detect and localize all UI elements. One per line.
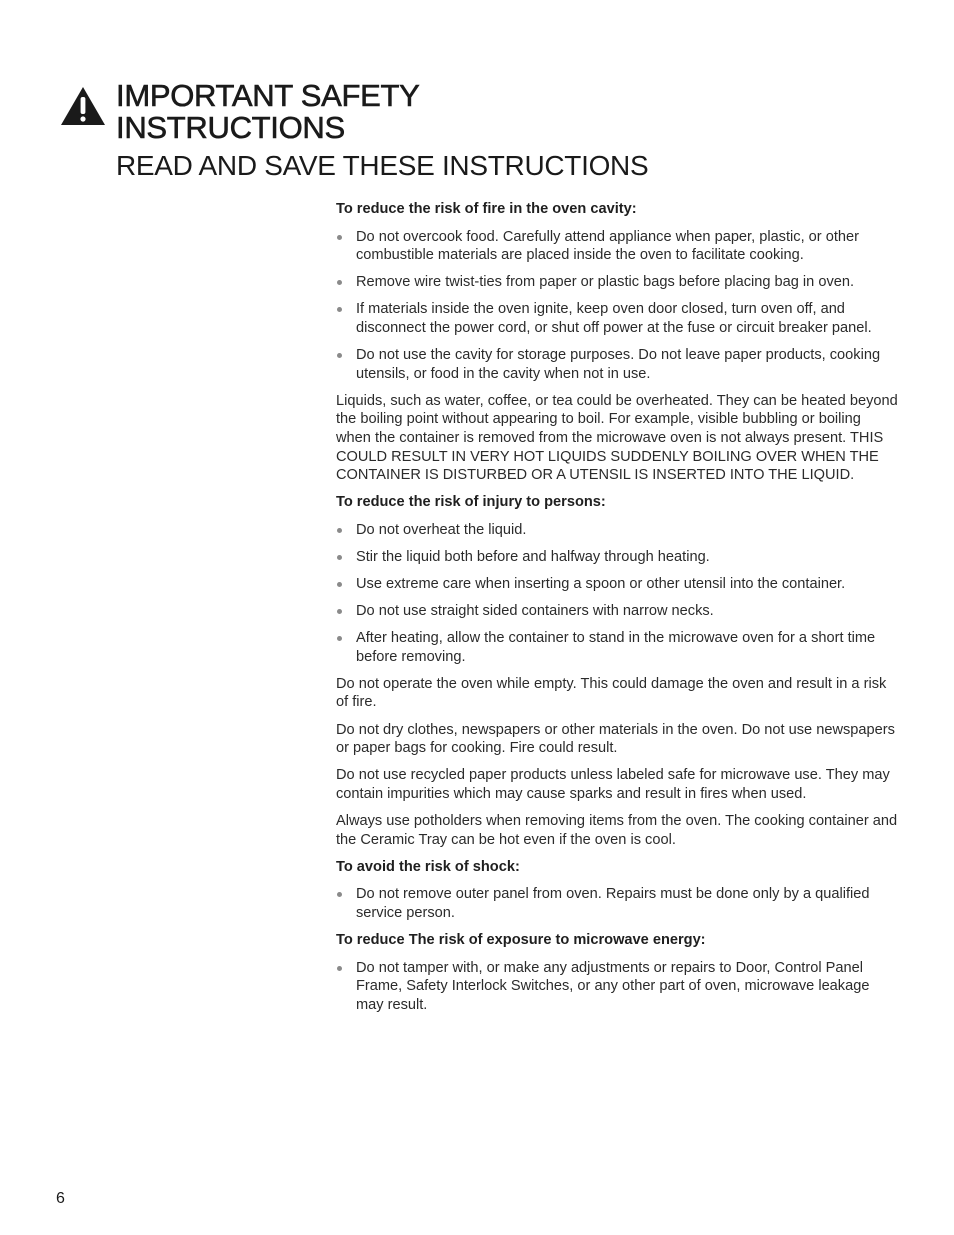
bullet-dot-icon — [337, 555, 342, 560]
section-fire — [336, 200, 898, 485]
bullet-dot-icon — [337, 582, 342, 587]
list-item: Do not remove outer panel from oven. Repairs must be done only by a qualified service person. — [336, 885, 898, 922]
body-paragraph: Liquids, such as water, coffee, or tea could be overheated. They can be heated beyond the boiling point without appearing to boil. For example, visible bubbling or boiling when the container is removed from the microwave oven is not always present. THIS COULD RESULT IN VERY HOT LIQUIDS SUDDENLY BOILING OVER WHEN THE CONTAINER IS DISTURBED OR A UTENSIL IS INSERTED INTO THE LIQUID. — [336, 392, 898, 484]
section-microwave-exposure — [336, 931, 898, 1014]
instructions-content — [336, 200, 898, 1023]
bullet-dot-icon — [337, 235, 342, 240]
list-item: Do not tamper with, or make any adjustments or repairs to Door, Control Panel Frame, Safety Interlock Switches, or any other part of oven, microwave leakage may result. — [336, 959, 898, 1015]
list-item: Remove wire twist-ties from paper or plastic bags before placing bag in oven. — [336, 273, 898, 292]
body-paragraph: Do not dry clothes, newspapers or other materials in the oven. Do not use newspapers or paper bags for cooking. Fire could result. — [336, 721, 895, 757]
warning-triangle-icon — [60, 86, 106, 126]
list-item: If materials inside the oven ignite, keep oven door closed, turn oven off, and disconnect the power cord, or shut off power at the fuse or circuit breaker panel. — [336, 300, 898, 337]
body-paragraph: Always use potholders when removing items from the oven. The cooking container and the Ceramic Tray can be hot even if the oven is cool. — [336, 812, 898, 848]
bullet-dot-icon — [337, 966, 342, 971]
list-item: Do not overcook food. Carefully attend appliance when paper, plastic, or other combustible materials are placed inside the oven to facilitate cooking. — [336, 228, 898, 265]
list-item: Do not use straight sided containers with narrow necks. — [336, 602, 898, 621]
bullet-dot-icon — [337, 353, 342, 358]
bullet-dot-icon — [337, 528, 342, 533]
bullet-list — [336, 521, 898, 667]
section-heading: To reduce the risk of injury to persons: — [336, 494, 606, 511]
bullet-list — [336, 959, 898, 1015]
bullet-dot-icon — [337, 892, 342, 897]
bullet-dot-icon — [337, 636, 342, 641]
bullet-list — [336, 885, 898, 922]
section-heading: To avoid the risk of shock: — [336, 858, 520, 875]
bullet-dot-icon — [337, 280, 342, 285]
list-item: After heating, allow the container to stand in the microwave oven for a short time before removing. — [336, 629, 898, 666]
page-number: 6 — [56, 1190, 65, 1207]
list-item: Do not overheat the liquid. — [336, 521, 898, 540]
body-paragraph: Do not use recycled paper products unless labeled safe for microwave use. They may contain impurities which may cause sparks and result in fires when used. — [336, 767, 890, 802]
list-item: Stir the liquid both before and halfway through heating. — [336, 548, 898, 567]
section-heading: To reduce The risk of exposure to microwave energy: — [336, 931, 706, 948]
bullet-list — [336, 228, 898, 384]
list-item: Do not use the cavity for storage purposes. Do not leave paper products, cooking utensils, or food in the cavity when not in use. — [336, 346, 898, 383]
page-title: IMPORTANT SAFETY INSTRUCTIONS — [116, 78, 419, 145]
section-heading: To reduce the risk of fire in the oven cavity: — [336, 201, 637, 217]
page-subtitle: READ AND SAVE THESE INSTRUCTIONS — [116, 150, 649, 181]
section-shock — [336, 858, 898, 923]
bullet-dot-icon — [337, 609, 342, 614]
body-paragraph: Do not operate the oven while empty. This could damage the oven and result in a risk of fire. — [336, 675, 887, 711]
bullet-dot-icon — [337, 307, 342, 312]
section-injury — [336, 493, 898, 849]
list-item: Use extreme care when inserting a spoon or other utensil into the container. — [336, 575, 898, 594]
